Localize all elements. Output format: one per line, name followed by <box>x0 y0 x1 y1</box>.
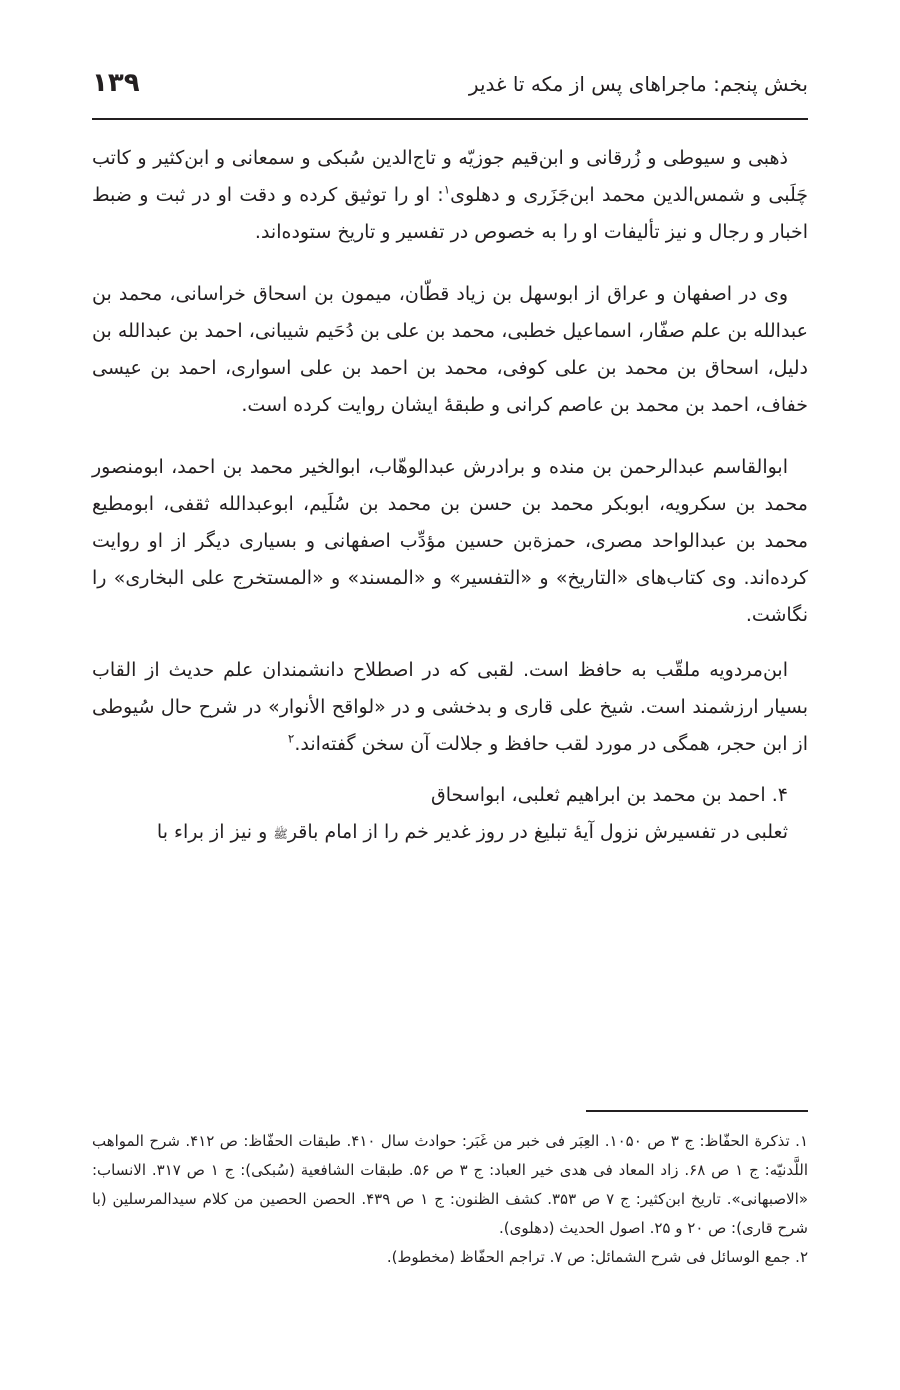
body-text <box>92 140 808 853</box>
paragraph-1 <box>92 140 808 251</box>
item-4-text-main: ثعلبی در تفسیرش نزول آیهٔ تبلیغ در روز غدیر خم را از امام باقر <box>287 821 788 843</box>
paragraph-1-tail: : او را توثیق کرده و دقت او در ثبت و ضبط اخبار و رجال و نیز تألیفات او را به خصوص در تفسیر و تاریخ ستوده‌اند. <box>92 184 808 243</box>
paragraph-4 <box>92 652 808 763</box>
footnotes <box>92 1127 808 1272</box>
footnote-ref-2: ۲ <box>287 731 295 746</box>
header-rule <box>92 118 808 120</box>
footnote-rule <box>586 1110 808 1112</box>
paragraph-1-text: ذهبی و سیوطی و زُرقانی و ابن‌قیم جوزیّه و تاج‌الدین سُبکی و سمعانی و ابن‌کثیر و کاتب چَلَبی و شمس‌الدین محمد ابن‌جَزَری و دهلوی <box>92 147 808 206</box>
honorific-glyph: ﷺ <box>273 827 288 841</box>
footnote-ref-1: ۱ <box>443 182 451 197</box>
footnote-2: ۲. جمع الوسائل فی شرح الشمائل: ص ۷. تراجم الحفّاظ (مخطوط). <box>386 1248 808 1266</box>
paragraph-3: ابوالقاسم عبدالرحمن بن منده و برادرش عبدالوهّاب، ابوالخیر محمد بن احمد، ابومنصور محمد بن سکرویه، ابوبکر محمد بن حسن بن محمد بن سُلَیم، ابوعبدالله ثقفی، ابومطیع محمد بن عبدالواحد مصری، حمزةبن حسین مؤدِّب اصفهانی و بسیاری دیگر از او روایت کرده‌اند. وی کتاب‌های «التاریخ» و «التفسیر» و «المسند» و «المستخرج علی البخاری» را نگاشت. <box>92 456 808 626</box>
chapter-title: بخش پنجم: ماجراهای پس از مکه تا غدیر <box>468 72 808 96</box>
item-4-heading: ۴. احمد بن محمد بن ابراهیم ثعلبی، ابواسحاق <box>431 784 788 806</box>
running-header <box>92 68 808 112</box>
footnote-1: ۱. تذکرة الحفّاظ: ج ۳ ص ۱۰۵۰. العِبَر فی خبر من غَبَر: حوادث سال ۴۱۰. طبقات الحفّاظ: ص ۴۱۲. شرح المواهب اللَّدنیّه: ج ۱ ص ۶۸. زاد المعاد فی هدی خیر العباد: ج ۳ ص ۵۶. طبقات الشافعیة (سُبکی): ج ۱ ص ۳۱۷. الانساب: «الاصبهانی». تاریخ ابن‌کثیر: ج ۷ ص ۳۵۳. کشف الظنون: ج ۱ ص ۴۳۹. الحصن الحصین من کلام سیدالمرسلین (با شرح قاری): ص ۲۰ و ۲۵. اصول الحدیث (دهلوی). <box>92 1132 809 1237</box>
item-4-text-tail: و نیز از براء با <box>156 821 274 843</box>
paragraph-2: وی در اصفهان و عراق از ابوسهل بن زیاد قطّان، میمون بن اسحاق خراسانی، محمد بن عبدالله بن علم صفّار، اسماعیل خطبی، محمد بن علی بن دُحَیم شیبانی، احمد بن عبدالله بن دلیل، اسحاق بن محمد بن علی کوفی، محمد بن احمد بن علی اسواری، احمد بن عیسی خفاف، احمد بن محمد بن عاصم کرانی و طبقهٔ ایشان روایت کرده است. <box>92 283 808 416</box>
page-number: ۱۳۹ <box>92 68 140 98</box>
paragraph-4-text: ابن‌مردویه ملقّب به حافظ است. لقبی که در اصطلاح دانشمندان علم حدیث از القاب بسیار ارزشمند است. شیخ علی قاری و بدخشی و در «لواقح الأنوار» در شرح حال سُیوطی از ابن حجر، همگی در مورد لقب حافظ و جلالت آن سخن گفته‌اند. <box>92 659 808 755</box>
item-4-text <box>92 814 808 853</box>
